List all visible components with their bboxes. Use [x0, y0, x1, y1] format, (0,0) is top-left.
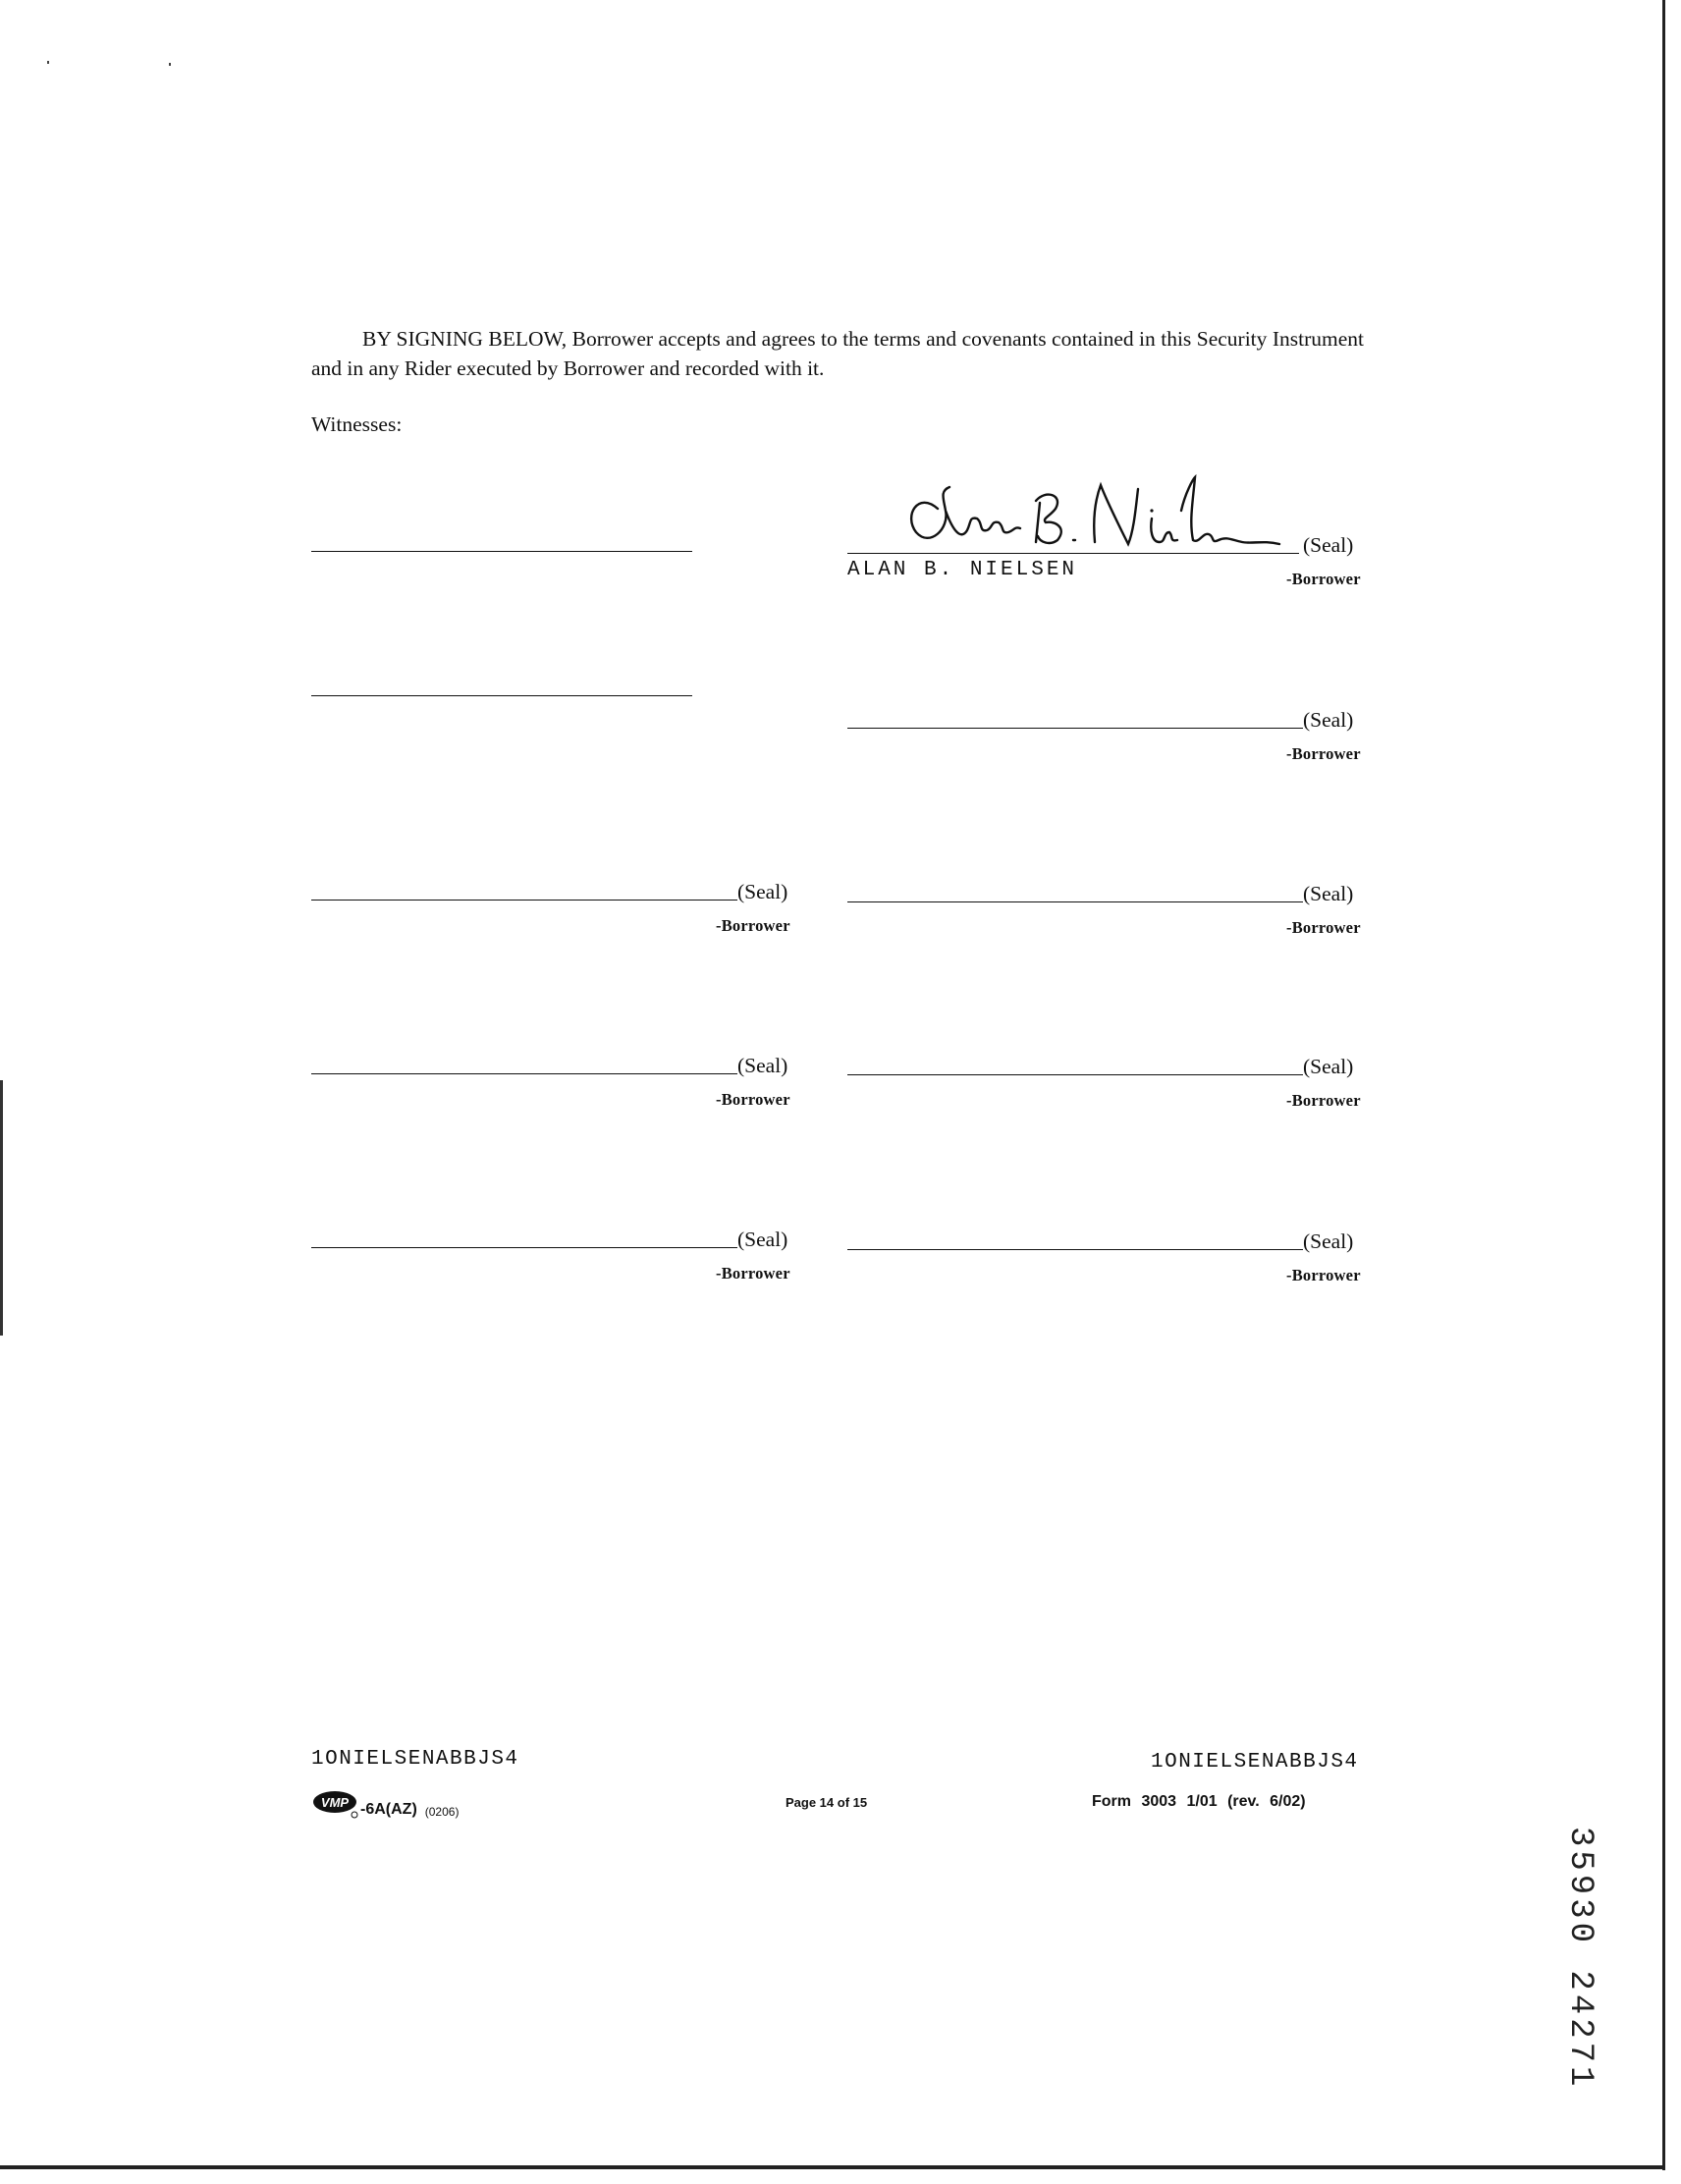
seal-label: (Seal): [737, 880, 788, 903]
borrower-label: -Borrower: [716, 1264, 790, 1283]
loan-code-left: 1ONIELSENABBJS4: [311, 1748, 519, 1771]
seal-label: (Seal): [737, 1228, 788, 1251]
vmp-logo-text: VMP: [320, 1795, 350, 1810]
borrower-signature-line-1: [847, 553, 1299, 554]
borrower-signature-line-4: [847, 1074, 1303, 1075]
borrower-signature-line-6: [311, 900, 737, 901]
vmp-logo-icon: [311, 1789, 358, 1819]
form-code-left: -6A(AZ): [360, 1801, 417, 1818]
seal-label: (Seal): [1303, 533, 1354, 557]
seal-label: (Seal): [1303, 1229, 1354, 1253]
seal-label: (Seal): [737, 1054, 788, 1077]
borrower-signature-line-8: [311, 1247, 737, 1248]
seal-label: (Seal): [1303, 1055, 1354, 1078]
borrower-label: -Borrower: [716, 916, 790, 935]
seal-label: (Seal): [1303, 708, 1354, 732]
borrower-label: -Borrower: [716, 1090, 790, 1109]
form-number: Form 3003 1/01 (rev. 6/02): [1092, 1793, 1306, 1810]
loan-code-right: 1ONIELSENABBJS4: [1151, 1751, 1359, 1774]
borrower-label: -Borrower: [1286, 918, 1361, 937]
signing-statement: [311, 324, 1364, 383]
page-edge-bottom: [0, 2165, 1665, 2169]
borrower-typed-name: ALAN B. NIELSEN: [847, 559, 1078, 581]
witnesses-label: Witnesses:: [311, 412, 403, 436]
borrower-label: -Borrower: [1286, 570, 1361, 588]
witness-line-1: [311, 551, 692, 552]
page-number: Page 14 of 15: [786, 1795, 868, 1810]
borrower-label: -Borrower: [1286, 1091, 1361, 1110]
borrower-signature: [898, 471, 1311, 560]
vmp-form-id: [311, 1789, 459, 1819]
seal-label: (Seal): [1303, 882, 1354, 905]
form-rev-left: (0206): [424, 1805, 460, 1819]
signing-statement-text: BY SIGNING BELOW, Borrower accepts and agrees to the terms and covenants contained in this Security Instrument and in any Rider executed by Borrower and recorded with it.: [311, 327, 1364, 380]
borrower-label: -Borrower: [1286, 744, 1361, 763]
scan-speck: [47, 61, 49, 64]
borrower-signature-line-5: [847, 1249, 1303, 1250]
page-edge-right: [1662, 0, 1665, 2170]
page-edge-left: [0, 1080, 3, 1336]
borrower-label: -Borrower: [1286, 1266, 1361, 1284]
recording-number-stamp: 35930 24271: [1561, 1827, 1599, 2091]
borrower-signature-line-7: [311, 1073, 737, 1074]
borrower-signature-line-3: [847, 901, 1303, 902]
witness-line-2: [311, 695, 692, 696]
scan-speck: [169, 63, 171, 66]
borrower-signature-line-2: [847, 728, 1303, 729]
